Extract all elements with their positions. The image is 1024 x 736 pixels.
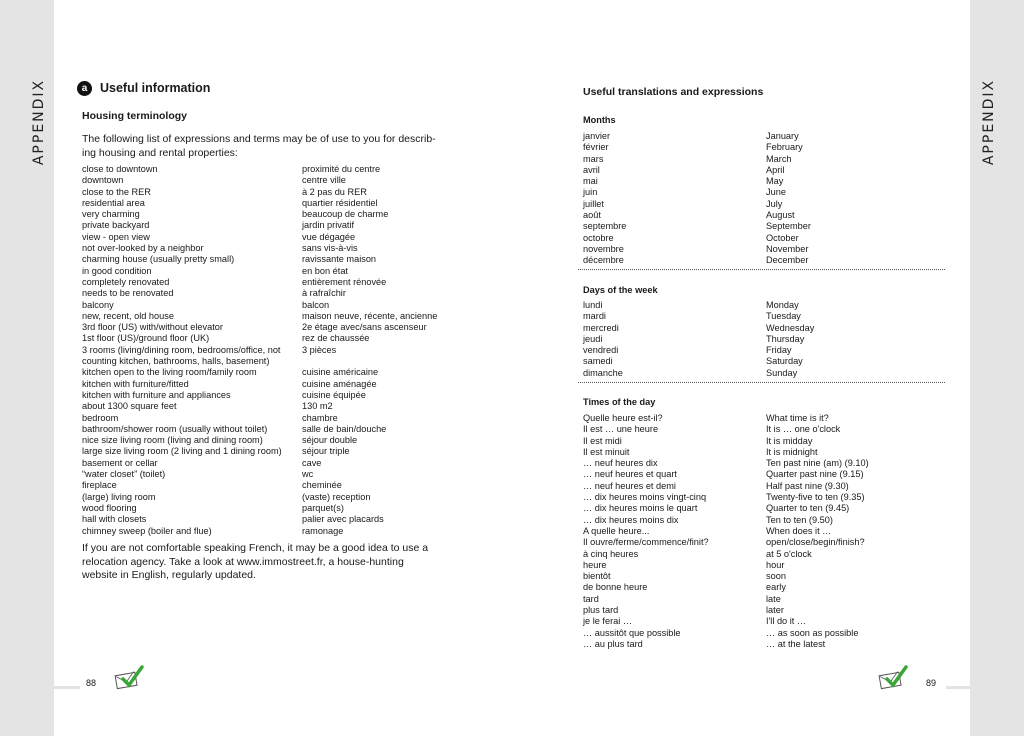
intro-paragraph: The following list of expressions and terms may be of use to you for describ-ing housing and rental properties:	[82, 133, 436, 159]
english-term: basement or cellar	[82, 457, 158, 468]
time-fr: heure	[583, 559, 607, 570]
english-term: about 1300 square feet	[82, 401, 177, 412]
days-fr-list	[583, 300, 623, 379]
closing-paragraph: If you are not comfortable speaking French, it may be a good idea to use a relocation agency. Take a look at www.immostreet.fr, a house-hunting website in English, regularly updated.	[82, 542, 429, 581]
time-fr: Quelle heure est-il?	[583, 413, 663, 423]
month-fr: novembre	[583, 243, 624, 254]
english-terms-list	[82, 164, 282, 537]
time-en: When does it …	[766, 525, 832, 536]
english-term: counting kitchen, bathrooms, halls, basement)	[82, 356, 270, 367]
time-en: What time is it?	[766, 413, 829, 423]
time-fr: … dix heures moins dix	[583, 514, 679, 525]
english-term: bedroom	[82, 412, 119, 423]
french-term: beaucoup de charme	[302, 209, 389, 220]
day-fr: mercredi	[583, 322, 619, 333]
english-term: wood flooring	[82, 502, 137, 513]
day-fr: samedi	[583, 356, 613, 367]
time-en: Ten to ten (9.50)	[766, 514, 833, 525]
french-term: 130 m2	[302, 401, 333, 412]
month-en: May	[766, 176, 784, 187]
time-en: … as soon as possible	[766, 627, 859, 638]
english-term: view - open view	[82, 231, 150, 242]
french-term: jardin privatif	[302, 220, 355, 231]
time-fr: tard	[583, 593, 599, 604]
month-fr: décembre	[583, 255, 624, 266]
appendix-tab-left: APPENDIX	[31, 78, 48, 166]
time-en: Half past nine (9.30)	[766, 480, 849, 491]
days-heading: Days of the week	[583, 285, 658, 295]
french-term: ravissante maison	[302, 254, 377, 265]
time-fr: … neuf heures et demi	[583, 480, 676, 491]
english-term: very charming	[82, 209, 140, 220]
french-term	[302, 356, 437, 367]
time-fr: plus tard	[583, 605, 619, 616]
day-en: Sunday	[766, 367, 798, 378]
months-heading: Months	[583, 115, 616, 125]
day-fr: lundi	[583, 300, 603, 310]
day-fr: vendredi	[583, 345, 619, 356]
time-fr: … au plus tard	[583, 638, 643, 649]
page-number-right: 89	[926, 678, 937, 688]
time-fr: de bonne heure	[583, 582, 648, 593]
day-en: Wednesday	[766, 322, 815, 333]
month-en: October	[766, 232, 799, 243]
french-term: séjour double	[302, 435, 358, 446]
time-fr: je le ferai …	[583, 616, 633, 627]
month-en: December	[766, 255, 809, 266]
time-fr: A quelle heure...	[583, 525, 650, 536]
time-en: Ten past nine (am) (9.10)	[766, 458, 869, 469]
time-fr: … neuf heures et quart	[583, 469, 677, 480]
french-term: quartier résidentiel	[302, 197, 378, 208]
time-en: Twenty-five to ten (9.35)	[766, 492, 865, 503]
time-fr: … dix heures moins le quart	[583, 503, 698, 514]
french-term: centre ville	[302, 175, 346, 186]
english-term: hall with closets	[82, 514, 147, 525]
english-term: nice size living room (living and dining room)	[82, 435, 263, 446]
time-en: late	[766, 593, 781, 604]
checkmark-envelope-icon	[878, 665, 908, 691]
french-term: à 2 pas du RER	[302, 186, 367, 197]
english-term: bathroom/shower room (usually without toilet)	[82, 423, 268, 434]
time-fr: Il est … une heure	[583, 424, 659, 435]
french-term: chambre	[302, 412, 338, 423]
english-term: fireplace	[82, 480, 117, 491]
french-term: balcon	[302, 299, 330, 310]
french-term: cave	[302, 457, 322, 468]
english-term: 3 rooms (living/dining room, bedrooms/office, not	[82, 344, 281, 355]
french-term: entièrement rénovée	[302, 276, 387, 287]
time-en: It is … one o'clock	[766, 424, 841, 435]
page-number-left: 88	[86, 678, 97, 688]
month-en: February	[766, 142, 803, 153]
french-term: cheminée	[302, 480, 342, 491]
day-fr: mardi	[583, 311, 606, 322]
subsection-title: Housing terminology	[82, 110, 187, 122]
months-fr-list	[583, 131, 626, 267]
right-page-title: Useful translations and expressions	[583, 86, 764, 98]
english-term: (large) living room	[82, 491, 156, 502]
appendix-tab-right: APPENDIX	[981, 78, 998, 166]
french-term: ramonage	[302, 525, 344, 536]
time-en: later	[766, 605, 784, 616]
english-term: close to the RER	[82, 186, 151, 197]
french-term: 3 pièces	[302, 344, 337, 355]
times-fr-list	[583, 413, 709, 650]
month-fr: septembre	[583, 221, 627, 232]
english-term: 1st floor (US)/ground floor (UK)	[82, 333, 210, 344]
french-term: rez de chaussée	[302, 333, 370, 344]
month-fr: janvier	[583, 131, 611, 141]
french-term: cuisine aménagée	[302, 378, 377, 389]
month-fr: février	[583, 142, 609, 153]
time-en: early	[766, 582, 786, 593]
time-en: Quarter past nine (9.15)	[766, 469, 864, 480]
time-en: I'll do it …	[766, 616, 807, 627]
english-term: kitchen with furniture and appliances	[82, 389, 231, 400]
french-term: 2e étage avec/sans ascenseur	[302, 322, 427, 333]
time-fr: … aussitôt que possible	[583, 627, 681, 638]
french-term: maison neuve, récente, ancienne	[302, 310, 438, 321]
time-fr: Il ouvre/ferme/commence/finit?	[583, 537, 709, 548]
time-en: … at the latest	[766, 638, 826, 649]
footer-rule-left	[0, 686, 80, 689]
english-term: downtown	[82, 175, 124, 186]
time-en: Quarter to ten (9.45)	[766, 503, 850, 514]
english-term: private backyard	[82, 220, 150, 231]
time-en: hour	[766, 559, 785, 570]
french-term: parquet(s)	[302, 502, 344, 513]
time-fr: bientôt	[583, 571, 611, 582]
english-term: kitchen with furniture/fitted	[82, 378, 189, 389]
time-fr: à cinq heures	[583, 548, 639, 559]
month-fr: juillet	[583, 198, 604, 209]
month-en: March	[766, 153, 792, 164]
french-term: wc	[302, 469, 314, 480]
day-en: Friday	[766, 345, 792, 356]
divider-months	[578, 269, 945, 270]
day-fr: dimanche	[583, 367, 623, 378]
time-en: open/close/begin/finish?	[766, 537, 865, 548]
times-en-list	[766, 413, 869, 650]
french-term: sans vis-à-vis	[302, 243, 358, 254]
month-en: August	[766, 210, 795, 221]
day-en: Tuesday	[766, 311, 801, 322]
day-en: Monday	[766, 300, 799, 310]
months-en-list	[766, 131, 811, 267]
day-en: Thursday	[766, 333, 805, 344]
english-term: 3rd floor (US) with/without elevator	[82, 322, 223, 333]
english-term: large size living room (2 living and 1 dining room)	[82, 446, 282, 457]
english-term: needs to be renovated	[82, 288, 174, 299]
time-fr: Il est minuit	[583, 446, 630, 457]
divider-days	[578, 382, 945, 383]
time-fr: … dix heures moins vingt-cinq	[583, 492, 707, 503]
time-en: It is midday	[766, 435, 813, 446]
days-en-list	[766, 300, 814, 379]
english-term: close to downtown	[82, 164, 158, 174]
month-en: September	[766, 221, 811, 232]
english-term: charming house (usually pretty small)	[82, 254, 235, 265]
section-title: Useful information	[100, 81, 211, 95]
month-fr: octobre	[583, 232, 614, 243]
french-term: cuisine américaine	[302, 367, 379, 378]
english-term: completely renovated	[82, 276, 170, 287]
english-term: residential area	[82, 197, 145, 208]
day-fr: jeudi	[583, 333, 603, 344]
month-en: November	[766, 243, 809, 254]
footer-rule-right	[946, 686, 1024, 689]
english-term: new, recent, old house	[82, 310, 174, 321]
day-en: Saturday	[766, 356, 803, 367]
month-en: June	[766, 187, 786, 198]
month-fr: août	[583, 210, 601, 221]
french-term: en bon état	[302, 265, 348, 276]
english-term: kitchen open to the living room/family room	[82, 367, 257, 378]
french-term: proximité du centre	[302, 164, 381, 174]
french-term: séjour triple	[302, 446, 350, 457]
french-term: palier avec placards	[302, 514, 384, 525]
month-en: January	[766, 131, 799, 141]
month-fr: juin	[583, 187, 598, 198]
checkmark-envelope-icon	[114, 665, 144, 691]
month-en: July	[766, 198, 783, 209]
english-term: in good condition	[82, 265, 152, 276]
month-en: April	[766, 164, 785, 175]
french-term: vue dégagée	[302, 231, 356, 242]
english-term: balcony	[82, 299, 114, 310]
french-term: à rafraîchir	[302, 288, 346, 299]
times-heading: Times of the day	[583, 397, 656, 407]
section-bullet: a	[77, 81, 92, 96]
french-terms-list	[302, 164, 437, 537]
time-en: soon	[766, 571, 786, 582]
french-term: (vaste) reception	[302, 491, 371, 502]
time-en: at 5 o'clock	[766, 548, 812, 559]
month-fr: mars	[583, 153, 604, 164]
french-term: salle de bain/douche	[302, 423, 387, 434]
month-fr: avril	[583, 164, 600, 175]
english-term: “water closet” (toilet)	[82, 469, 166, 480]
english-term: chimney sweep (boiler and flue)	[82, 525, 212, 536]
month-fr: mai	[583, 176, 598, 187]
time-fr: Il est midi	[583, 435, 622, 446]
time-fr: … neuf heures dix	[583, 458, 658, 469]
english-term: not over-looked by a neighbor	[82, 243, 204, 254]
time-en: It is midnight	[766, 446, 818, 457]
french-term: cuisine équipée	[302, 389, 366, 400]
